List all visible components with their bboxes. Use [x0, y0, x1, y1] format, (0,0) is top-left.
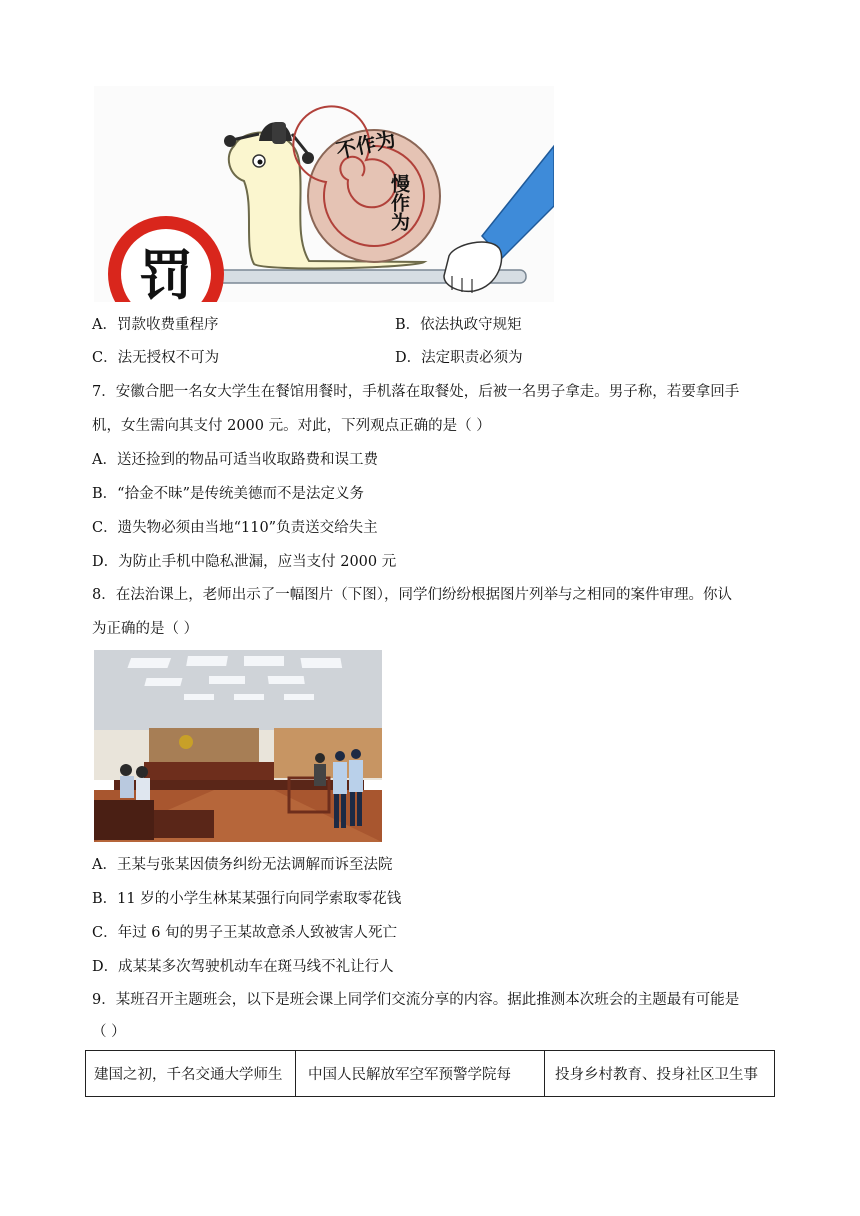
option-text: 罚款收费重程序	[116, 317, 219, 333]
q6-option-b[interactable]	[395, 315, 522, 335]
q8-option-a[interactable]: A．王某与张某因债务纠纷无法调解而诉至法院	[92, 857, 393, 873]
q8-stem-line2: 为正确的是（ ）	[92, 621, 199, 637]
q7-option-a[interactable]: A．送还捡到的物品可适当收取路费和误工费	[92, 452, 378, 468]
q9-stem-line1: 9．某班召开主题班会，以下是班会课上同学们交流分享的内容。据此推测本次班会的主题最有可能是	[92, 992, 740, 1008]
q6-option-a[interactable]	[92, 315, 218, 335]
q7-option-b[interactable]: B．“拾金不昧”是传统美德而不是法定义务	[92, 486, 364, 502]
option-letter: A．	[92, 317, 117, 333]
courtroom-photo	[94, 650, 382, 842]
table-row	[86, 1051, 775, 1097]
q8-option-b[interactable]: B．11 岁的小学生林某某强行向同学索取零花钱	[92, 891, 402, 907]
table-cell: 中国人民解放军空军预警学院每	[296, 1051, 545, 1097]
q8-option-d[interactable]: D．成某某多次驾驶机动车在斑马线不礼让行人	[92, 959, 394, 975]
q9-stem-line2: （ ）	[92, 1024, 126, 1040]
q7-stem-line2: 机，女生需向其支付 2000 元。对此，下列观点正确的是（ ）	[92, 418, 491, 434]
table-cell: 建国之初，千名交通大学师生	[86, 1051, 296, 1097]
option-text: 依法执政守规矩	[420, 317, 522, 333]
table-cell: 投身乡村教育、投身社区卫生事	[545, 1051, 775, 1097]
penalty-sign-text: 罚	[139, 244, 193, 302]
q6-option-c[interactable]	[92, 348, 219, 368]
q6-option-d[interactable]	[395, 348, 523, 368]
shell-text-2: 慢作为	[388, 174, 410, 231]
q8-option-c[interactable]: C．年过 6 旬的男子王某故意杀人致被害人死亡	[92, 925, 398, 941]
option-letter: C．	[92, 350, 118, 366]
option-text: 法定职责必须为	[421, 350, 523, 366]
option-letter: D．	[395, 350, 422, 366]
q7-option-c[interactable]: C．遗失物必须由当地“110”负责送交给失主	[92, 520, 378, 536]
q7-option-d[interactable]: D．为防止手机中隐私泄漏，应当支付 2000 元	[92, 554, 397, 570]
q9-share-table	[85, 1050, 775, 1097]
cartoon-image	[94, 86, 554, 302]
option-letter: B．	[395, 317, 421, 333]
shell-text-1: 不作为	[334, 126, 398, 163]
q7-stem-line1: 7．安徽合肥一名女大学生在餐馆用餐时，手机落在取餐处，后被一名男子拿走。男子称，若要拿回手	[92, 384, 740, 400]
q8-stem-line1: 8．在法治课上，老师出示了一幅图片（下图），同学们纷纷根据图片列举与之相同的案件审理。你认	[92, 587, 732, 603]
option-text: 法无授权不可为	[117, 350, 220, 366]
